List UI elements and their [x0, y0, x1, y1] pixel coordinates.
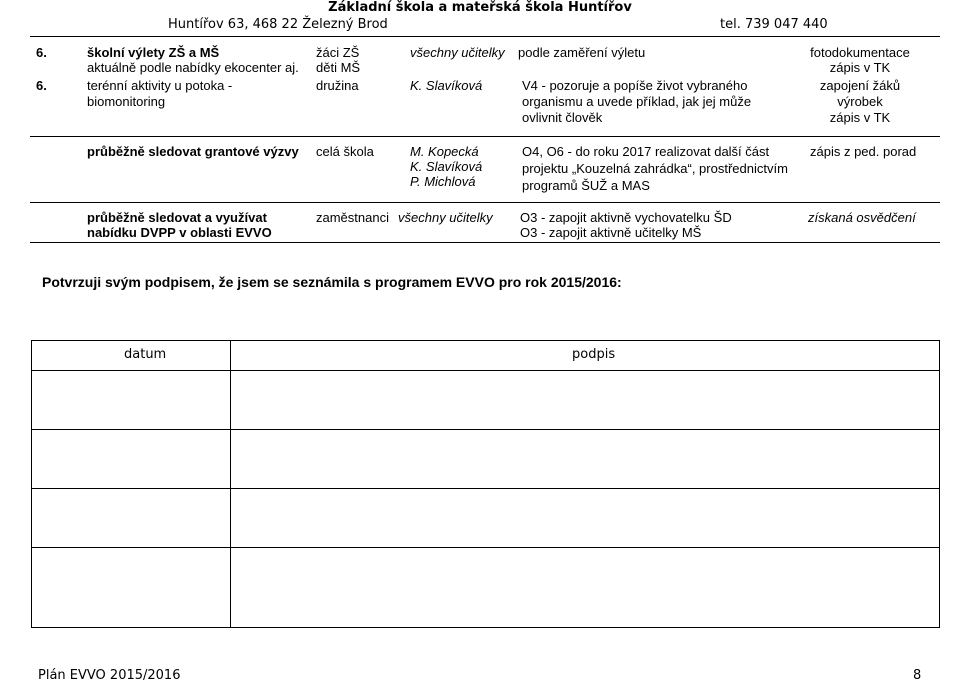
row-3-activity: průběžně sledovat grantové výzvy [87, 144, 299, 159]
row-4-content-line-1: O3 - zapojit aktivně vychovatelku ŠD [520, 210, 732, 225]
row-1-target-line-2: děti MŠ [316, 60, 361, 75]
row-2-content-line-2: organismu a uvede příklad, jak jej může [522, 94, 752, 109]
row-3-output: zápis z ped. porad [810, 144, 917, 159]
row-2-content-line-1: V4 - pozoruje a popíše život vybraného [522, 78, 748, 93]
row-4-activity-line-1: průběžně sledovat a využívat [87, 210, 267, 225]
row-1-output-line-2: zápis v TK [829, 60, 891, 75]
row-3-responsible-line-3: P. Michlová [410, 174, 476, 189]
row-1-target-line-1: žáci ZŠ [316, 45, 360, 60]
row-3-content-line-3: programů ŠUŽ a MAS [522, 178, 650, 193]
footer-page-number: 8 [913, 668, 922, 683]
signature-row-line [32, 547, 939, 548]
row-2-content-line-3: ovlivnit člověk [522, 110, 603, 125]
table-bottom-rule [30, 242, 940, 243]
row-1-activity-line-2: aktuálně podle nabídky ekocenter aj. [87, 60, 299, 75]
row-1-responsible: všechny učitelky [410, 45, 505, 60]
row-3-responsible-line-2: K. Slavíková [410, 159, 483, 174]
row-4-content-line-2: O3 - zapojit aktivně učitelky MŠ [520, 225, 702, 240]
row-divider [30, 202, 940, 203]
school-name: Základní škola a mateřská škola Huntířov [328, 0, 632, 15]
footer-plan-title: Plán EVVO 2015/2016 [38, 668, 181, 683]
school-address: Huntířov 63, 468 22 Železný Brod [168, 17, 388, 32]
row-4-responsible: všechny učitelky [398, 210, 493, 225]
row-4-activity-line-2: nabídku DVPP v oblasti EVVO [87, 225, 272, 240]
row-2-number: 6. [36, 78, 47, 93]
school-phone: tel. 739 047 440 [720, 17, 828, 32]
confirmation-statement: Potvrzuji svým podpisem, že jsem se seznámila s programem EVVO pro rok 2015/2016: [42, 274, 622, 290]
signature-row-line [32, 370, 939, 371]
row-4-target: zaměstnanci [316, 210, 389, 225]
row-2-target: družina [316, 78, 359, 93]
row-2-responsible: K. Slavíková [410, 78, 483, 93]
signature-column-header: podpis [572, 347, 616, 362]
signature-row-line [32, 429, 939, 430]
signature-table [31, 340, 940, 628]
row-1-content: podle zaměření výletu [518, 45, 646, 60]
row-3-target: celá škola [316, 144, 374, 159]
signature-column-divider [230, 341, 231, 627]
row-2-output-line-2: výrobek [837, 94, 883, 109]
row-1-output-line-1: fotodokumentace [810, 45, 910, 60]
row-3-content-line-2: projektu „Kouzelná zahrádka“, prostřednictvím [522, 161, 788, 176]
header-rule [30, 36, 940, 37]
row-1-activity-line-1: školní výlety ZŠ a MŠ [87, 45, 220, 60]
signature-row-line [32, 488, 939, 489]
row-2-output-line-3: zápis v TK [829, 110, 891, 125]
row-4-output: získaná osvědčení [808, 210, 916, 225]
date-column-header: datum [124, 347, 167, 362]
row-divider [30, 136, 940, 137]
row-3-responsible-line-1: M. Kopecká [410, 144, 479, 159]
row-1-number: 6. [36, 45, 47, 60]
row-2-activity-line-2: biomonitoring [87, 94, 166, 109]
row-2-output-line-1: zapojení žáků [819, 78, 901, 93]
row-2-activity-line-1: terénní aktivity u potoka - [87, 78, 233, 93]
row-3-content-line-1: O4, O6 - do roku 2017 realizovat další část [522, 144, 770, 159]
